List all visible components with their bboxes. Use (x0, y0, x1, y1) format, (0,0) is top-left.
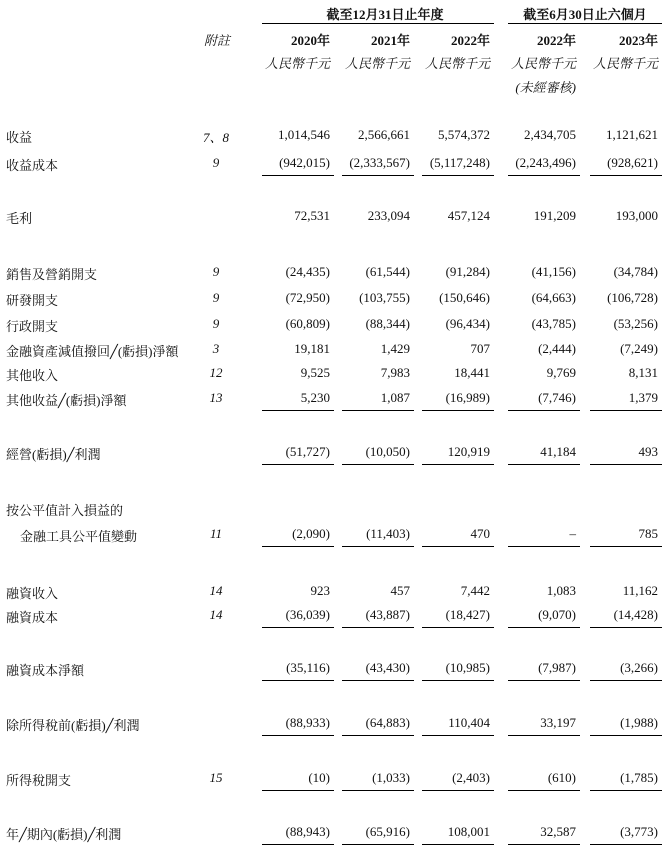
subtotal-rule (262, 175, 334, 176)
row-value-col4: (7,987) (538, 660, 576, 675)
table-row (0, 500, 667, 518)
subtotal-rule (422, 627, 494, 628)
row-note: 7、8 (202, 130, 229, 145)
row-value-col4: (9,070) (538, 607, 576, 622)
subtotal-rule (342, 790, 414, 791)
row-value-col3: 18,441 (454, 365, 490, 380)
subtotal-rule (342, 735, 414, 736)
group-header-fiscal-year: 截至12月31日止年度 (326, 7, 444, 22)
subtotal-rule (590, 790, 662, 791)
row-note: 12 (209, 365, 223, 380)
row-label: 融資成本淨額 (6, 663, 85, 678)
subtotal-rule (508, 627, 580, 628)
subtotal-rule (508, 175, 580, 176)
row-value-col5: 493 (638, 444, 658, 459)
table-row (0, 583, 667, 601)
table-row (0, 715, 667, 733)
row-value-col4: (610) (547, 770, 576, 785)
row-value-col5: (928,621) (607, 155, 658, 170)
row-value-col3: (16,989) (445, 390, 490, 405)
row-label: 其他收入 (6, 368, 59, 383)
subtotal-rule (342, 627, 414, 628)
row-value-col2: 2,566,661 (358, 127, 410, 142)
total-rule (262, 844, 334, 845)
row-note: 11 (209, 526, 223, 541)
subtotal-rule (422, 410, 494, 411)
table-row (0, 155, 667, 173)
subtotal-rule (508, 410, 580, 411)
row-value-col3: (96,434) (445, 316, 490, 331)
table-row (0, 390, 667, 408)
row-value-col2: (1,033) (372, 770, 410, 785)
row-note: 9 (212, 264, 220, 279)
row-value-col1: 72,531 (294, 208, 330, 223)
row-value-col4: 41,184 (540, 444, 576, 459)
subtotal-rule (422, 175, 494, 176)
subtotal-rule (508, 680, 580, 681)
row-value-col4: – (569, 526, 576, 541)
currency-header: 人民幣千元 (264, 56, 330, 71)
row-label: 按公平值計入損益的 (6, 503, 124, 518)
subtotal-rule (422, 680, 494, 681)
subtotal-rule (342, 464, 414, 465)
row-value-col2: (2,333,567) (349, 155, 410, 170)
year-header-2022: 2022年 (450, 33, 490, 48)
row-value-col4: 1,083 (546, 583, 576, 598)
row-value-col5: (53,256) (613, 316, 658, 331)
row-label: 行政開支 (6, 319, 59, 334)
row-value-col4: 2,434,705 (524, 127, 576, 142)
subtotal-rule (422, 735, 494, 736)
row-label: 融資收入 (6, 586, 59, 601)
table-row (0, 770, 667, 788)
row-value-col5: (1,988) (620, 715, 658, 730)
row-value-col4: (7,746) (538, 390, 576, 405)
row-value-col4: (43,785) (531, 316, 576, 331)
table-row (0, 290, 667, 308)
subtotal-rule (262, 464, 334, 465)
row-value-col4: (2,243,496) (515, 155, 576, 170)
row-value-col1: (60,809) (285, 316, 330, 331)
row-value-col5: 1,379 (628, 390, 658, 405)
row-value-col5: (3,266) (620, 660, 658, 675)
row-label: 金融工具公平值變動 (20, 529, 138, 544)
row-value-col4: 33,197 (540, 715, 576, 730)
row-label: 金融資產減值撥回╱(虧損)淨額 (6, 344, 179, 359)
row-value-col2: (64,883) (365, 715, 410, 730)
row-label: 收益 (6, 130, 33, 145)
row-value-col3: 5,574,372 (438, 127, 490, 142)
year-header-2021: 2021年 (370, 33, 410, 48)
table-row (0, 208, 667, 226)
row-value-col1: 5,230 (300, 390, 330, 405)
row-value-col3: (5,117,248) (429, 155, 490, 170)
row-note: 9 (212, 290, 220, 305)
row-label: 毛利 (6, 211, 33, 226)
row-value-col1: (24,435) (285, 264, 330, 279)
row-value-col3: (18,427) (445, 607, 490, 622)
table-row (0, 341, 667, 359)
group-header-six-months-rule (508, 23, 662, 24)
row-value-col3: 7,442 (460, 583, 490, 598)
table-row (0, 444, 667, 462)
total-rule (422, 844, 494, 845)
row-value-col1: 923 (310, 583, 330, 598)
row-value-col3: 707 (470, 341, 490, 356)
subtotal-rule (422, 790, 494, 791)
row-value-col3: 120,919 (447, 444, 490, 459)
row-value-col2: (65,916) (365, 824, 410, 839)
row-value-col3: 108,001 (447, 824, 490, 839)
row-label: 所得稅開支 (6, 773, 72, 788)
row-value-col3: 110,404 (448, 715, 490, 730)
row-label: 收益成本 (6, 158, 59, 173)
row-note: 9 (212, 316, 220, 331)
row-value-col2: (61,544) (365, 264, 410, 279)
year-header-2023-h1: 2023年 (618, 33, 658, 48)
row-value-col5: 1,121,621 (606, 127, 658, 142)
row-value-col1: (88,943) (285, 824, 330, 839)
row-value-col1: (2,090) (292, 526, 330, 541)
subtotal-rule (342, 410, 414, 411)
row-note: 14 (209, 607, 223, 622)
table-row (0, 824, 667, 842)
row-value-col2: (43,430) (365, 660, 410, 675)
row-value-col4: (64,663) (531, 290, 576, 305)
subtotal-rule (508, 735, 580, 736)
row-note: 3 (212, 341, 220, 356)
subtotal-rule (590, 735, 662, 736)
row-note: 15 (209, 770, 223, 785)
subtotal-rule (508, 546, 580, 547)
subtotal-rule (508, 790, 580, 791)
subtotal-rule (262, 546, 334, 547)
row-note: 14 (209, 583, 223, 598)
subtotal-rule (422, 546, 494, 547)
row-value-col2: 1,087 (380, 390, 410, 405)
unaudited-label: (未經審核) (515, 80, 576, 95)
row-value-col5: (14,428) (613, 607, 658, 622)
currency-header: 人民幣千元 (424, 56, 490, 71)
row-value-col2: (103,755) (359, 290, 410, 305)
row-value-col1: (35,116) (286, 660, 330, 675)
row-value-col5: 785 (638, 526, 658, 541)
row-value-col1: (10) (308, 770, 330, 785)
row-value-col4: (41,156) (531, 264, 576, 279)
currency-header: 人民幣千元 (344, 56, 410, 71)
subtotal-rule (262, 735, 334, 736)
year-header-2020: 2020年 (290, 33, 330, 48)
row-value-col5: 11,162 (622, 583, 658, 598)
row-value-col5: (1,785) (620, 770, 658, 785)
table-row (0, 264, 667, 282)
row-value-col1: (51,727) (285, 444, 330, 459)
table-row (0, 607, 667, 625)
row-value-col3: (150,646) (439, 290, 490, 305)
total-rule (590, 844, 662, 845)
row-label: 經營(虧損)╱利潤 (6, 447, 101, 462)
row-value-col1: (942,015) (279, 155, 330, 170)
row-value-col4: (2,444) (538, 341, 576, 356)
row-value-col5: (7,249) (620, 341, 658, 356)
total-rule (342, 844, 414, 845)
subtotal-rule (262, 410, 334, 411)
row-value-col1: (72,950) (285, 290, 330, 305)
row-value-col2: 7,983 (380, 365, 410, 380)
row-value-col1: (88,933) (285, 715, 330, 730)
row-value-col2: (11,403) (366, 526, 410, 541)
row-value-col3: (91,284) (445, 264, 490, 279)
row-value-col1: 1,014,546 (278, 127, 330, 142)
row-value-col5: (34,784) (613, 264, 658, 279)
row-value-col2: 233,094 (367, 208, 410, 223)
row-label: 融資成本 (6, 610, 59, 625)
table-row (0, 660, 667, 678)
row-value-col5: (3,773) (620, 824, 658, 839)
row-value-col3: 457,124 (447, 208, 490, 223)
year-header-2022-h1: 2022年 (536, 33, 576, 48)
total-rule (508, 844, 580, 845)
subtotal-rule (590, 627, 662, 628)
subtotal-rule (590, 175, 662, 176)
subtotal-rule (262, 790, 334, 791)
row-value-col5: 193,000 (615, 208, 658, 223)
row-note: 13 (209, 390, 223, 405)
group-header-fiscal-year-rule (262, 23, 494, 24)
row-value-col5: (106,728) (607, 290, 658, 305)
table-row (0, 365, 667, 383)
row-value-col2: (43,887) (365, 607, 410, 622)
note-column-header: 附註 (204, 33, 231, 48)
currency-header: 人民幣千元 (592, 56, 658, 71)
subtotal-rule (342, 680, 414, 681)
row-value-col5: 8,131 (628, 365, 658, 380)
row-label: 銷售及營銷開支 (6, 267, 98, 282)
row-value-col1: 19,181 (294, 341, 330, 356)
subtotal-rule (262, 680, 334, 681)
row-value-col1: 9,525 (300, 365, 330, 380)
subtotal-rule (590, 410, 662, 411)
row-value-col1: (36,039) (285, 607, 330, 622)
row-value-col3: 470 (470, 526, 490, 541)
subtotal-rule (342, 546, 414, 547)
row-value-col2: (88,344) (365, 316, 410, 331)
row-label: 其他收益╱(虧損)淨額 (6, 393, 127, 408)
row-value-col4: 191,209 (533, 208, 576, 223)
table-row (0, 526, 667, 544)
row-value-col2: 457 (390, 583, 410, 598)
subtotal-rule (590, 464, 662, 465)
subtotal-rule (342, 175, 414, 176)
subtotal-rule (590, 680, 662, 681)
subtotal-rule (422, 464, 494, 465)
table-row (0, 127, 667, 145)
row-value-col3: (10,985) (445, 660, 490, 675)
row-value-col2: 1,429 (380, 341, 410, 356)
table-row (0, 316, 667, 334)
row-label: 年╱期內(虧損)╱利潤 (6, 827, 122, 842)
subtotal-rule (262, 627, 334, 628)
subtotal-rule (508, 464, 580, 465)
group-header-six-months: 截至6月30日止六個月 (523, 7, 647, 22)
row-value-col4: 32,587 (540, 824, 576, 839)
row-label: 除所得稅前(虧損)╱利潤 (6, 718, 140, 733)
row-label: 研發開支 (6, 293, 59, 308)
row-note: 9 (212, 155, 220, 170)
row-value-col3: (2,403) (452, 770, 490, 785)
row-value-col2: (10,050) (365, 444, 410, 459)
subtotal-rule (590, 546, 662, 547)
row-value-col4: 9,769 (546, 365, 576, 380)
currency-header: 人民幣千元 (510, 56, 576, 71)
